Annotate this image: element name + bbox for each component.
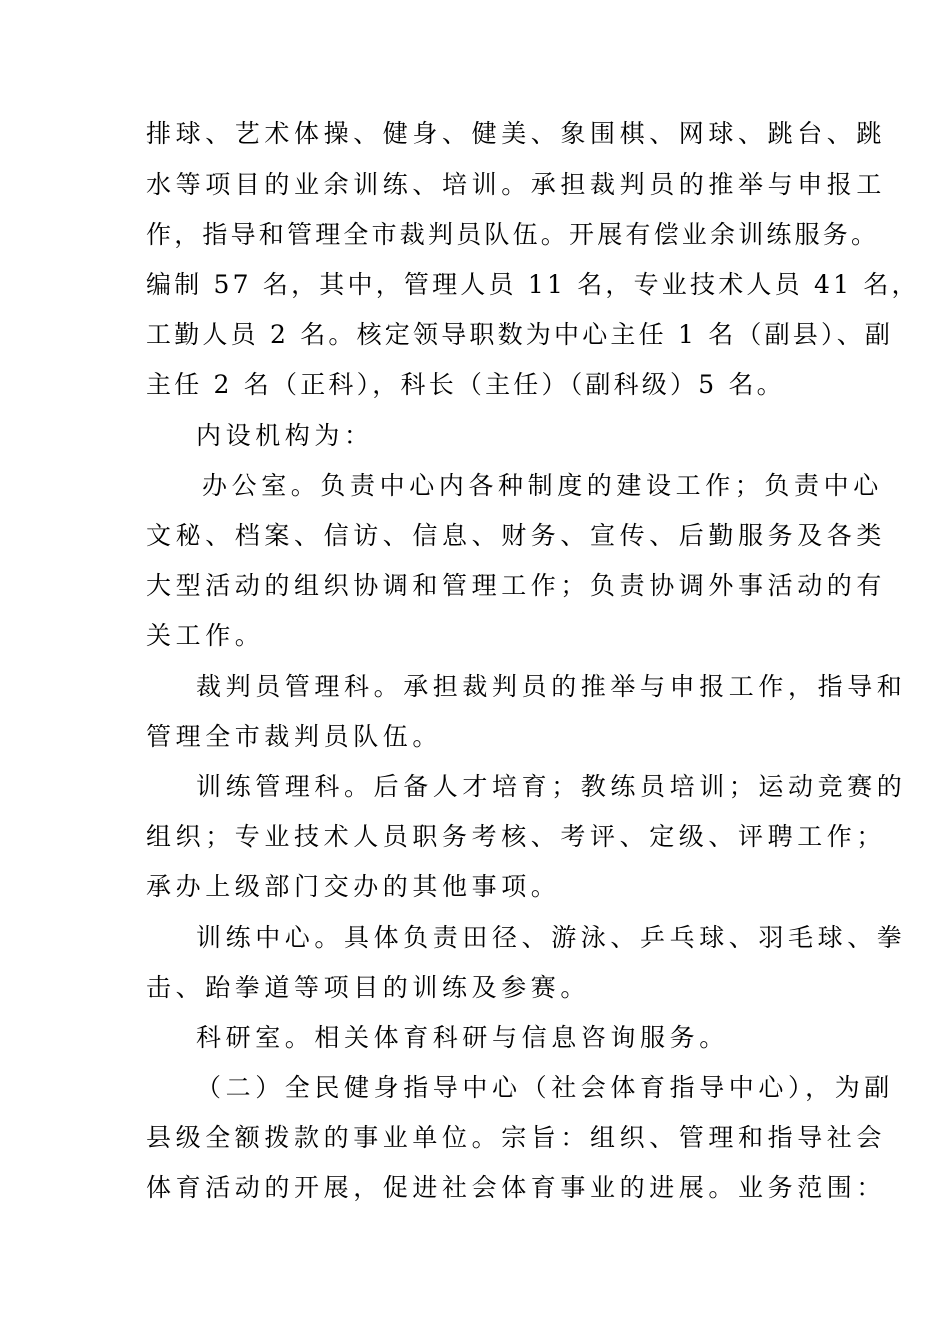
- paragraph-line: 作，指导和管理全市裁判员队伍。开展有偿业余训练服务。: [146, 220, 880, 249]
- paragraph-line: 工勤人员 2 名。核定领导职数为中心主任 1 名（副县）、副: [146, 320, 894, 349]
- paragraph-line: 击、跆拳道等项目的训练及参赛。: [146, 973, 591, 1002]
- paragraph-line: 编制 57 名，其中，管理人员 11 名，专业技术人员 41 名，: [146, 270, 920, 299]
- paragraph-line: 内设机构为：: [196, 421, 374, 450]
- paragraph-line: 体育活动的开展，促进社会体育事业的进展。业务范围：: [146, 1173, 887, 1202]
- paragraph-line: 文秘、档案、信访、信息、财务、宣传、后勤服务及各类: [146, 521, 887, 550]
- paragraph-line: 排球、艺术体操、健身、健美、象围棋、网球、跳台、跳: [146, 119, 887, 148]
- paragraph-line: 大型活动的组织协调和管理工作；负责协调外事活动的有: [146, 571, 887, 600]
- paragraph-line: 主任 2 名（正科），科长（主任）（副科级）5 名。: [146, 370, 785, 399]
- paragraph-line: 承办上级部门交办的其他事项。: [146, 872, 561, 901]
- paragraph-line: 裁判员管理科。承担裁判员的推举与申报工作，指导和: [196, 672, 907, 701]
- paragraph-line: 管理全市裁判员队伍。: [146, 722, 443, 751]
- paragraph-line: 办公室。负责中心内各种制度的建设工作；负责中心: [202, 471, 883, 500]
- paragraph-line: 组织；专业技术人员职务考核、考评、定级、评聘工作；: [146, 822, 887, 851]
- paragraph-line: （二）全民健身指导中心（社会体育指导中心），为副: [196, 1073, 894, 1102]
- paragraph-line: 科研室。相关体育科研与信息咨询服务。: [196, 1023, 729, 1052]
- paragraph-line: 训练管理科。后备人才培育；教练员培训；运动竞赛的: [196, 772, 907, 801]
- paragraph-line: 关工作。: [146, 621, 265, 650]
- paragraph-line: 水等项目的业余训练、培训。承担裁判员的推举与申报工: [146, 170, 887, 199]
- paragraph-line: 训练中心。具体负责田径、游泳、乒乓球、羽毛球、拳: [196, 923, 907, 952]
- paragraph-line: 县级全额拨款的事业单位。宗旨：组织、管理和指导社会: [146, 1123, 887, 1152]
